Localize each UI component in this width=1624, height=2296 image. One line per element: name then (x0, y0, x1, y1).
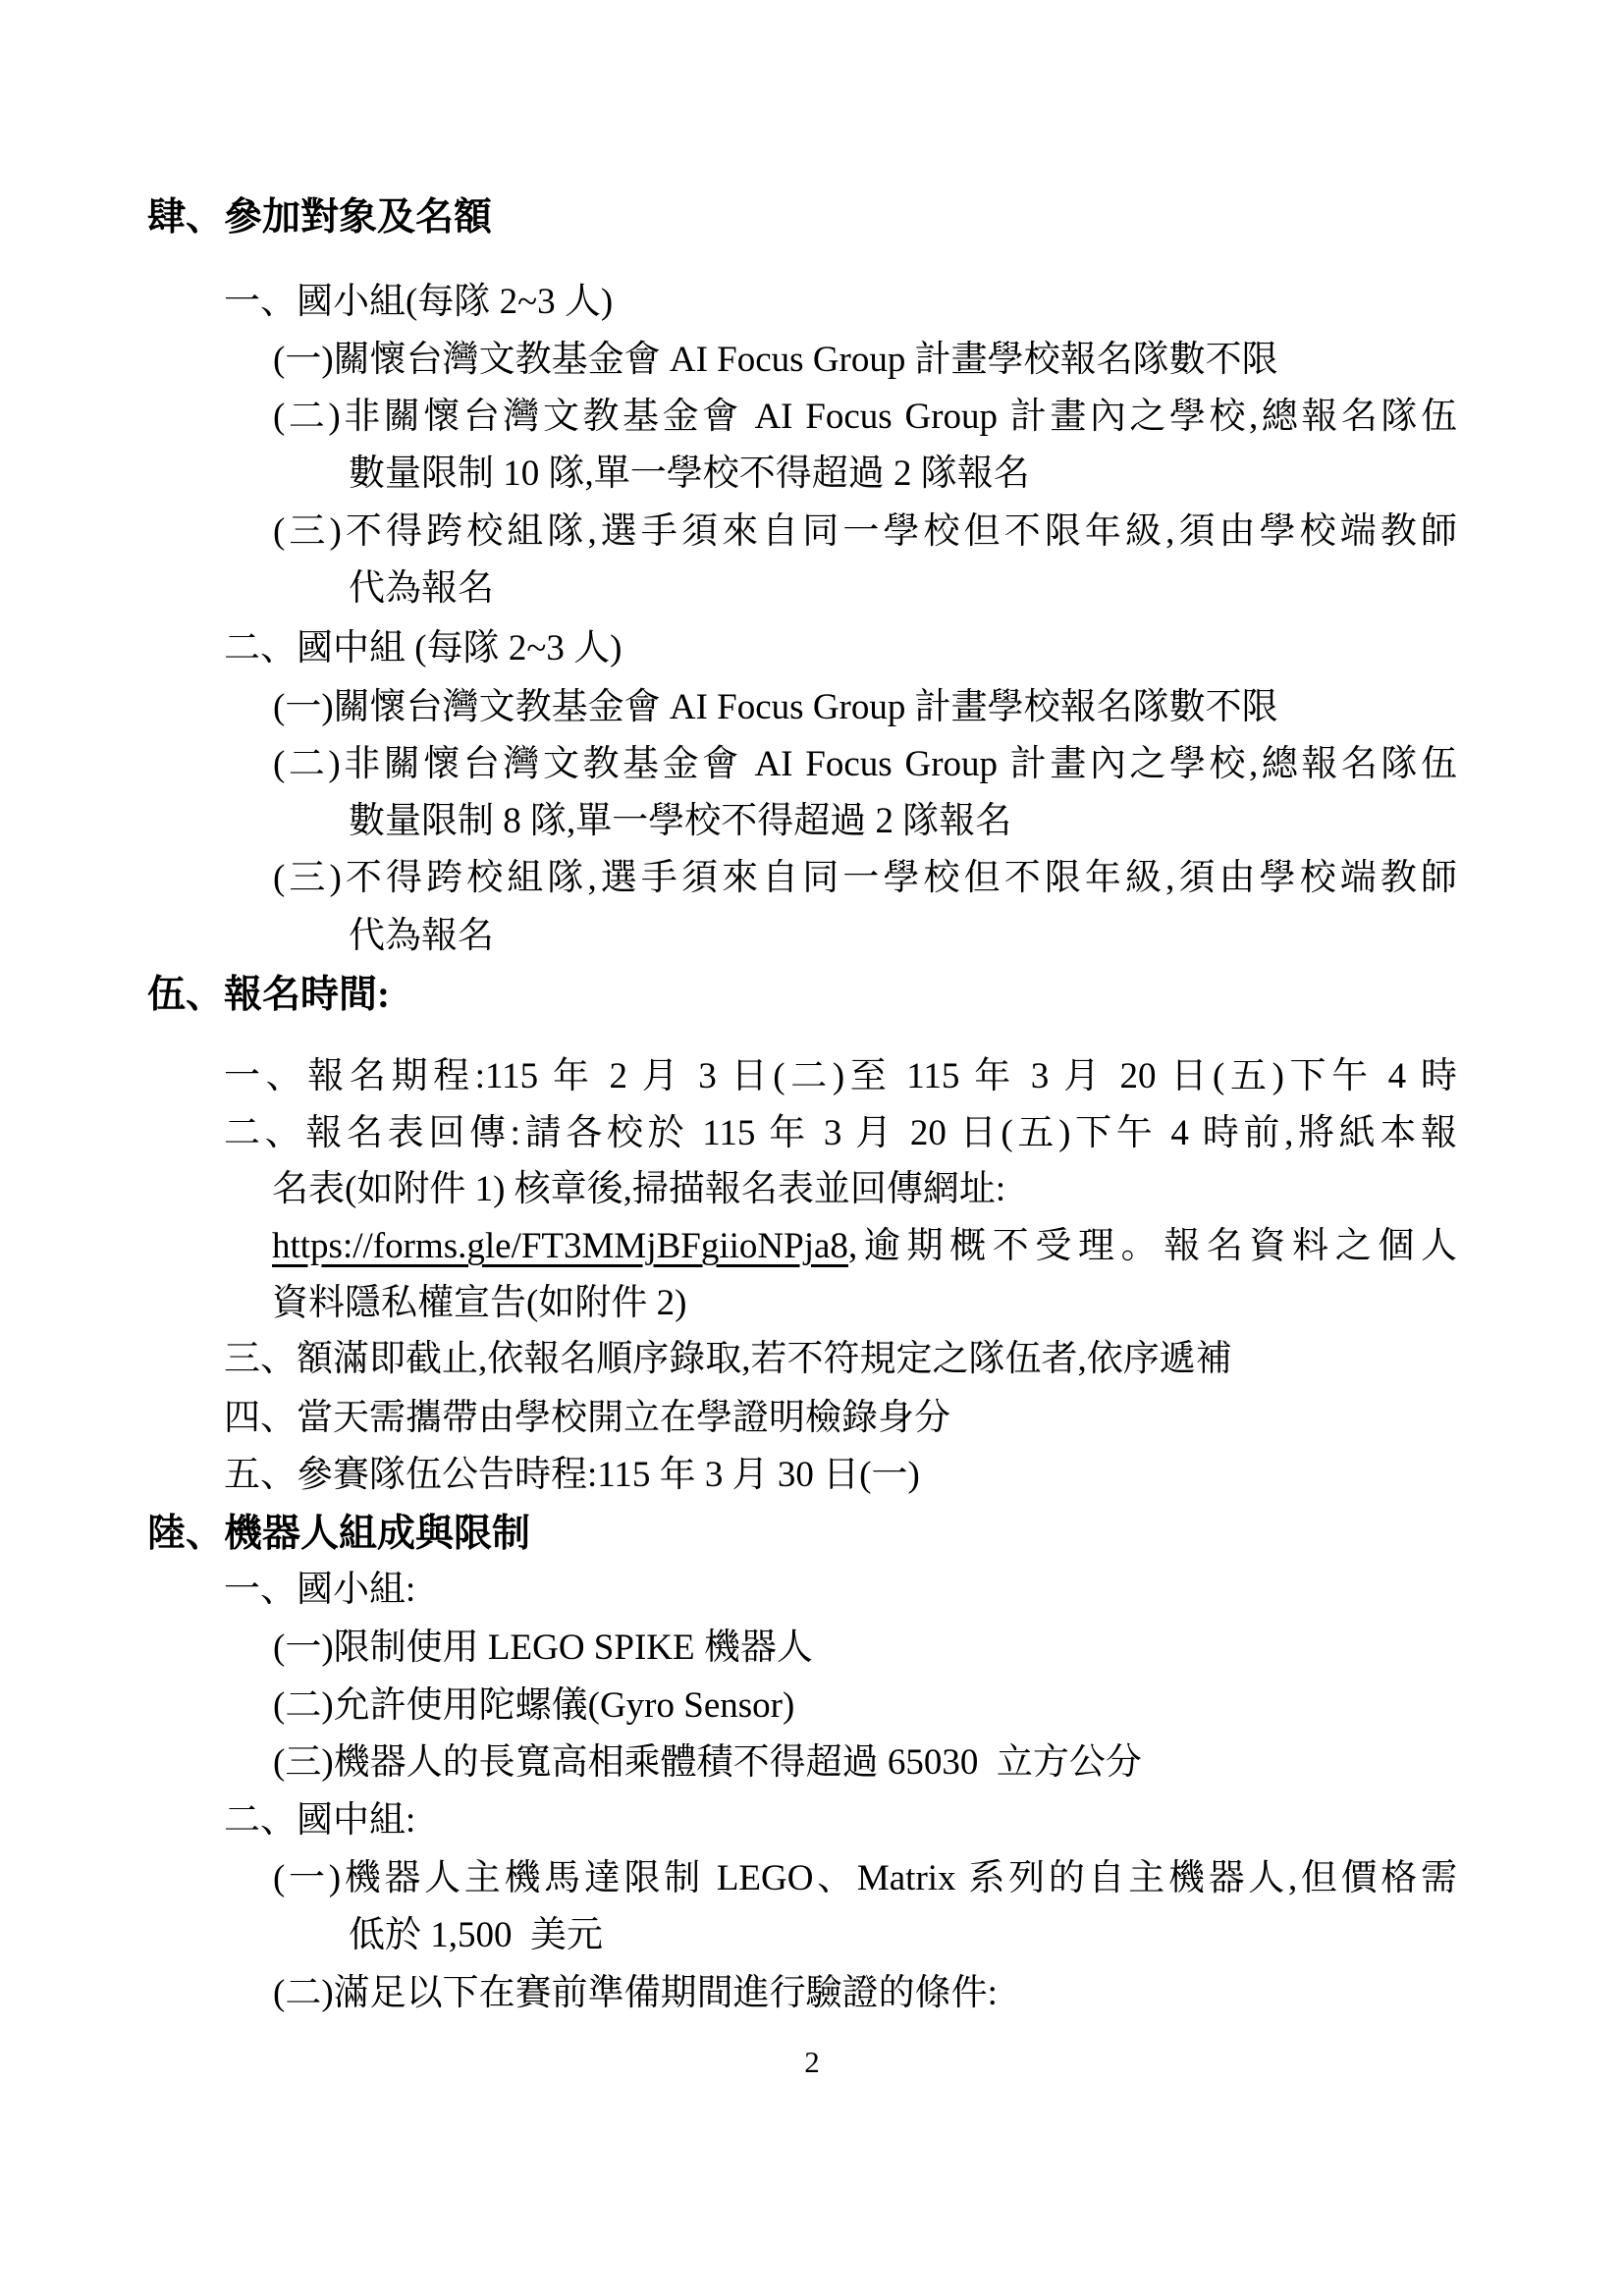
doc-line: 資料隱私權宣告(如附件 2) (272, 1283, 687, 1323)
doc-line: (三)不得跨校組隊,選手須來自同一學校但不限年級,須由學校端教師 (273, 511, 1457, 552)
doc-line (272, 1224, 1457, 1269)
doc-line-text: ,逾期概不受理。報名資料之個人 (847, 1226, 1457, 1266)
doc-line: 代為報名 (349, 568, 494, 609)
doc-line: 一、國小組: (224, 1570, 416, 1610)
doc-line: (一)關懷台灣文教基金會 AI Focus Group 計畫學校報名隊數不限 (273, 340, 1278, 380)
registration-form-link[interactable]: https://forms.gle/FT3MMjBFgiioNPja8 (272, 1226, 848, 1266)
doc-line: (一)限制使用 LEGO SPIKE 機器人 (273, 1628, 813, 1668)
doc-line: 數量限制 8 隊,單一學校不得超過 2 隊報名 (349, 801, 1012, 841)
doc-line: 數量限制 10 隊,單一學校不得超過 2 隊報名 (349, 454, 1030, 494)
section-heading-registration-time: 伍、報名時間: (147, 974, 390, 1016)
doc-line: (二)允許使用陀螺儀(Gyro Sensor) (273, 1685, 795, 1726)
doc-line: (三)不得跨校組隊,選手須來自同一學校但不限年級,須由學校端教師 (273, 858, 1457, 898)
doc-line: 四、當天需攜帶由學校開立在學證明檢錄身分 (224, 1398, 950, 1438)
doc-line: 低於 1,500 美元 (349, 1915, 603, 1955)
doc-line: 代為報名 (349, 916, 494, 956)
doc-line: 三、額滿即截止,依報名順序錄取,若不符規定之隊伍者,依序遞補 (224, 1339, 1232, 1379)
doc-line: 二、國中組 (每隊 2~3 人) (224, 628, 623, 668)
doc-line: 二、國中組: (224, 1800, 416, 1841)
doc-line: (三)機器人的長寬高相乘體積不得超過 65030 立方公分 (273, 1742, 1142, 1783)
section-heading-robot-rules: 陸、機器人組成與限制 (147, 1513, 531, 1555)
page-number: 2 (804, 2045, 820, 2079)
doc-line: 名表(如附件 1) 核章後,掃描報名表並回傳網址: (272, 1169, 1006, 1209)
doc-line: 五、參賽隊伍公告時程:115 年 3 月 30 日(一) (224, 1455, 920, 1495)
doc-line: (一)機器人主機馬達限制 LEGO、Matrix 系列的自主機器人,但價格需 (273, 1858, 1457, 1898)
doc-line: 一、報名期程:115 年 2 月 3 日(二)至 115 年 3 月 20 日(五)下午 4 時 (224, 1056, 1457, 1096)
doc-line: (一)關懷台灣文教基金會 AI Focus Group 計畫學校報名隊數不限 (273, 687, 1278, 727)
doc-line: (二)非關懷台灣文教基金會 AI Focus Group 計畫內之學校,總報名隊伍 (273, 397, 1457, 437)
doc-line: 二、報名表回傳:請各校於 115 年 3 月 20 日(五)下午 4 時前,將紙本報 (224, 1113, 1457, 1153)
doc-line: 一、國小組(每隊 2~3 人) (224, 282, 614, 322)
doc-line: (二)非關懷台灣文教基金會 AI Focus Group 計畫內之學校,總報名隊伍 (273, 744, 1457, 784)
doc-line: (二)滿足以下在賽前準備期間進行驗證的條件: (273, 1973, 998, 2013)
section-heading-participants: 肆、參加對象及名額 (147, 196, 493, 239)
